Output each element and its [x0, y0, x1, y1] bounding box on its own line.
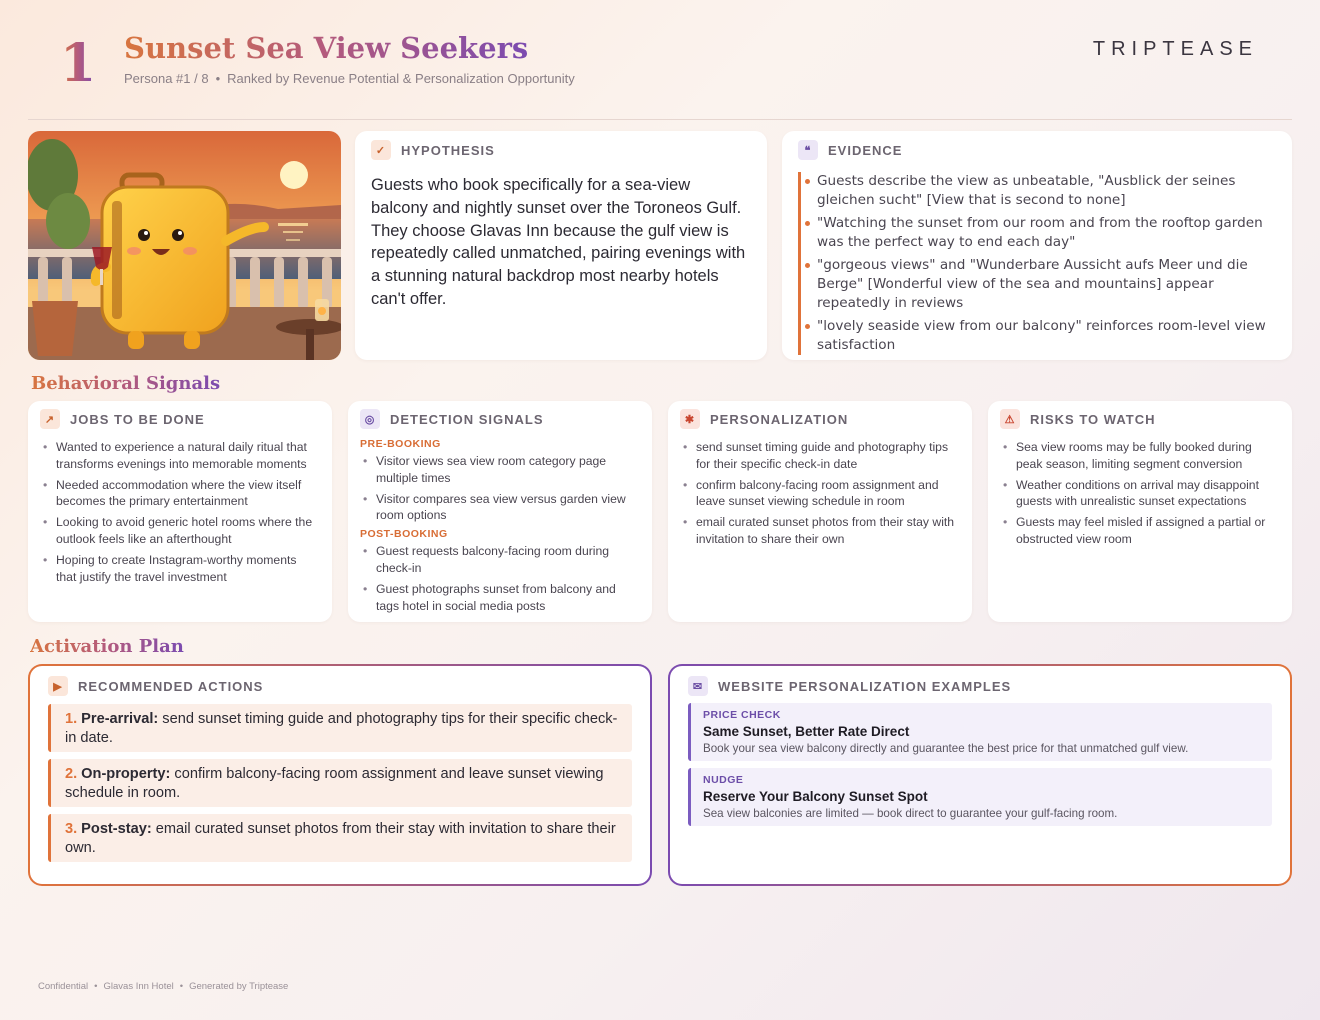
risks-card: [988, 401, 1292, 622]
page-footer: [38, 981, 288, 992]
hypothesis-text: Guests who book specifically for a sea-view balcony and nightly sunset over the Toroneos Gulf. They choose Glavas Inn because the gulf view is repeatedly called unmatched, pairing evenings with a stunning natural backdrop most nearby hotels can't offer.: [371, 176, 746, 308]
brand-logo: TRIPTEASE: [1092, 38, 1258, 60]
persona-label: Persona #1 / 8: [124, 71, 209, 86]
list-item: • Wanted to experience a natural daily ritual that transforms evenings into memorable moments: [40, 439, 320, 473]
footer-generated: Generated by Triptease: [189, 981, 289, 992]
action-item: [48, 759, 632, 807]
example-label: PRICE CHECK: [703, 709, 781, 721]
behavioral-signals-title: Behavioral Signals: [31, 373, 221, 394]
hypothesis-header: [371, 140, 751, 160]
persona-rank: 1: [60, 33, 97, 94]
action-number: 3.: [65, 821, 78, 837]
example-body: Book your sea view balcony directly and guarantee the best price for that unmatched gulf view.: [703, 742, 1189, 755]
action-item: [48, 814, 632, 862]
hypothesis-card: [355, 131, 767, 360]
jobs-to-be-done-card: [28, 401, 332, 622]
persona-illustration: [28, 131, 341, 360]
play-icon: ▶: [48, 676, 68, 696]
evidence-item: Guests describe the view as unbeatable, "Ausblick der seines gleichen sucht" [View that is second to none]: [817, 172, 1276, 210]
personalization-card: [668, 401, 972, 622]
list-item: • Guest requests balcony-facing room during check-in: [360, 543, 640, 577]
sunset-suitcase-illustration: [28, 131, 341, 360]
example-title: Same Sunset, Better Rate Direct: [703, 724, 910, 739]
example-label: NUDGE: [703, 774, 744, 786]
risks-header: [1000, 409, 1280, 429]
action-text: confirm balcony-facing room assignment and leave sunset viewing schedule in room.: [65, 766, 604, 801]
separator-dot: •: [94, 981, 98, 992]
list-item: • Guest photographs sunset from balcony and tags hotel in social media posts: [360, 581, 640, 615]
action-number: 2.: [65, 766, 78, 782]
detection-heading: DETECTION SIGNALS: [390, 411, 544, 427]
list-item: • email curated sunset photos from their stay with invitation to share their own: [680, 514, 960, 548]
jobs-heading: JOBS TO BE DONE: [70, 411, 205, 427]
warning-icon: ⚠: [1000, 409, 1020, 429]
action-lead: Pre-arrival:: [81, 711, 159, 727]
list-item: • Visitor views sea view room category page multiple times: [360, 453, 640, 487]
evidence-item: "Watching the sunset from our room and from the rooftop garden was the perfect way to end each day": [817, 214, 1276, 252]
jobs-list: [40, 439, 320, 585]
check-icon: ✓: [371, 140, 391, 160]
list-item: • Visitor compares sea view versus garden view room options: [360, 491, 640, 525]
example-title: Reserve Your Balcony Sunset Spot: [703, 789, 928, 804]
evidence-header: [798, 140, 1276, 160]
post-booking-label: POST-BOOKING: [360, 528, 448, 541]
recommended-actions-box: [28, 664, 652, 886]
website-personalization-box: [668, 664, 1292, 886]
activation-plan-title: Activation Plan: [30, 636, 184, 657]
personalization-heading: PERSONALIZATION: [710, 411, 849, 427]
detection-header: [360, 409, 640, 429]
action-number: 1.: [65, 711, 78, 727]
page-header: [28, 28, 1292, 120]
action-lead: Post-stay:: [81, 821, 152, 837]
list-item: • Weather conditions on arrival may disappoint guests with unrealistic sunset expectations: [1000, 477, 1280, 511]
list-item: • Hoping to create Instagram-worthy moments that justify the travel investment: [40, 552, 320, 586]
target-icon: ◎: [360, 409, 380, 429]
list-item: • confirm balcony-facing room assignment and leave sunset viewing schedule in room: [680, 477, 960, 511]
action-lead: On-property:: [81, 766, 171, 782]
recommended-heading: RECOMMENDED ACTIONS: [78, 678, 264, 694]
detection-signals-card: [348, 401, 652, 622]
pre-booking-label: PRE-BOOKING: [360, 438, 441, 450]
list-item: • Sea view rooms may be fully booked during peak season, limiting segment conversion: [1000, 439, 1280, 473]
action-text: email curated sunset photos from their stay with invitation to share their own.: [65, 821, 616, 856]
risks-heading: RISKS TO WATCH: [1030, 411, 1156, 427]
arrow-up-right-icon: ↗: [40, 409, 60, 429]
list-item: • send sunset timing guide and photography tips for their specific check-in date: [680, 439, 960, 473]
hypothesis-heading: HYPOTHESIS: [401, 142, 495, 158]
separator-dot: •: [215, 71, 221, 86]
personalization-list: [680, 439, 960, 548]
website-heading: WEBSITE PERSONALIZATION EXAMPLES: [718, 678, 1012, 694]
personalization-header: [680, 409, 960, 429]
website-example: [688, 768, 1272, 826]
website-header: [688, 676, 1011, 696]
mail-icon: ✉: [688, 676, 708, 696]
evidence-item: "gorgeous views" and "Wunderbare Aussicht aufs Meer und die Berge" [Wonderful view of the sea and mountains] appear repeatedly in reviews: [817, 256, 1276, 314]
list-item: • Guests may feel misled if assigned a partial or obstructed view room: [1000, 514, 1280, 548]
pre-booking-list: [360, 453, 640, 524]
risks-list: [1000, 439, 1280, 548]
example-body: Sea view balconies are limited — book direct to guarantee your gulf-facing room.: [703, 807, 1118, 820]
list-item: • Looking to avoid generic hotel rooms where the outlook feels like an afterthought: [40, 514, 320, 548]
evidence-list: [798, 172, 1276, 355]
footer-hotel: Glavas Inn Hotel: [103, 981, 174, 992]
recommended-header: [48, 676, 263, 696]
website-example: [688, 703, 1272, 761]
ranked-by-label: Ranked by Revenue Potential & Personalization Opportunity: [227, 71, 575, 86]
page-subtitle: [124, 71, 575, 86]
evidence-item: "lovely seaside view from our balcony" reinforces room-level view satisfaction: [817, 317, 1276, 355]
action-text: send sunset timing guide and photography tips for their specific check-in date.: [65, 711, 618, 746]
evidence-card: [782, 131, 1292, 360]
quote-icon: ❝: [798, 140, 818, 160]
separator-dot: •: [179, 981, 184, 992]
action-item: [48, 704, 632, 752]
page-title: Sunset Sea View Seekers: [124, 31, 529, 65]
list-item: • Needed accommodation where the view itself becomes the primary entertainment: [40, 477, 320, 511]
footer-confidential: Confidential: [38, 981, 89, 992]
sparkle-icon: ✱: [680, 409, 700, 429]
jobs-header: [40, 409, 320, 429]
post-booking-list: [360, 543, 640, 614]
evidence-heading: EVIDENCE: [828, 142, 903, 158]
